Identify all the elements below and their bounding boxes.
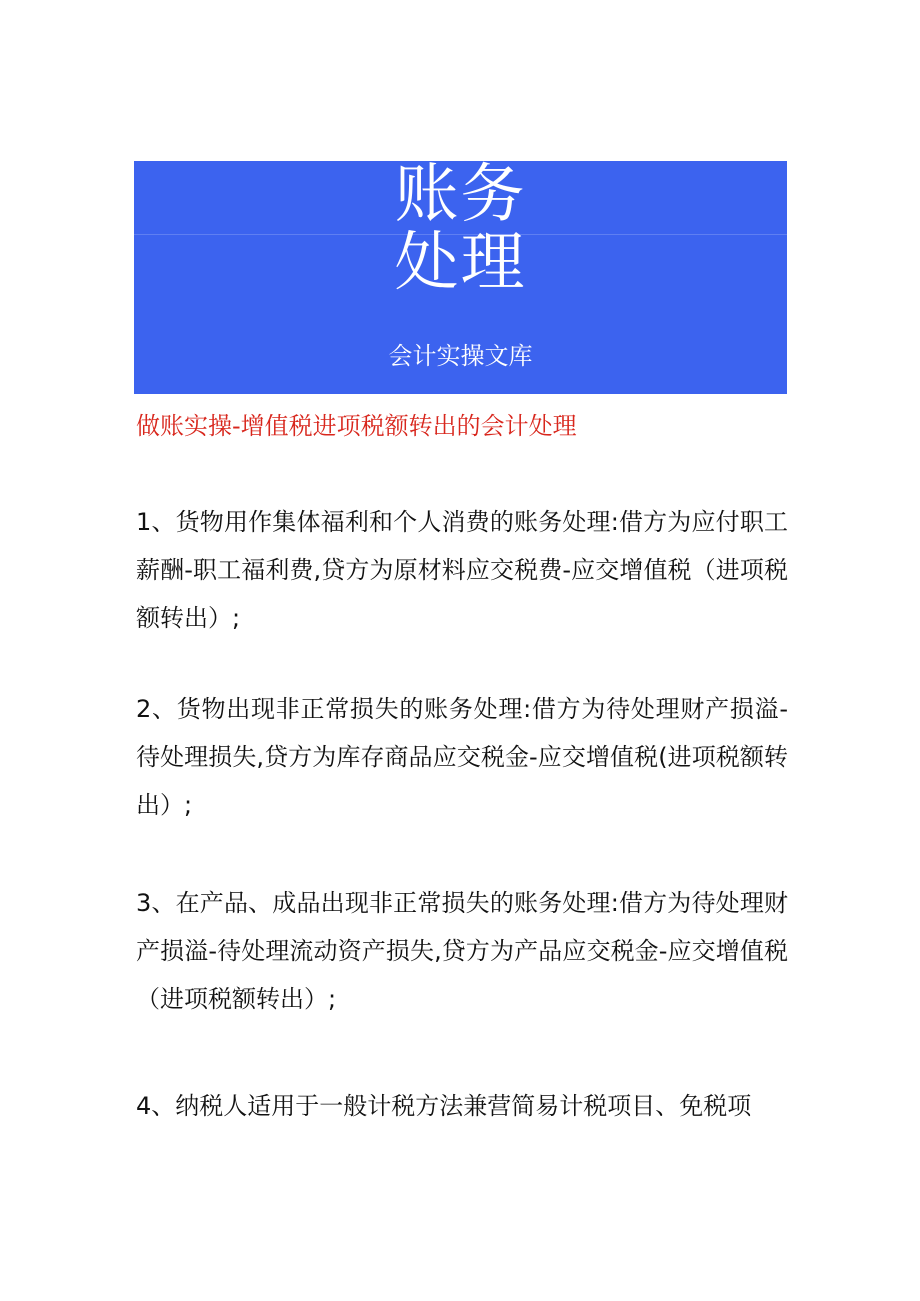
paragraph-3: 3、在产品、成品出现非正常损失的账务处理:借方为待处理财产损溢-待处理流动资产损失,贷方为产品应交税金-应交增值税（进项税额转出）; — [136, 889, 788, 1013]
cover-banner — [134, 158, 787, 394]
banner-title-line-1: 账务 — [394, 158, 527, 232]
banner-title-line-2: 处理 — [394, 226, 527, 300]
paragraph-1: 1、货物用作集体福利和个人消费的账务处理:借方为应付职工薪酬-职工福利费,贷方为原材料应交税费-应交增值税（进项税额转出）; — [136, 508, 788, 632]
paragraph-4: 4、纳税人适用于一般计税方法兼营简易计税项目、免税项 — [136, 1092, 752, 1120]
paragraph-2: 2、货物出现非正常损失的账务处理:借方为待处理财产损溢-待处理损失,贷方为库存商品应交税金-应交增值税(进项税额转出）; — [136, 695, 788, 819]
banner-subtitle: 会计实操文库 — [388, 342, 533, 370]
document-heading: 做账实操-增值税进项税额转出的会计处理 — [136, 412, 577, 440]
